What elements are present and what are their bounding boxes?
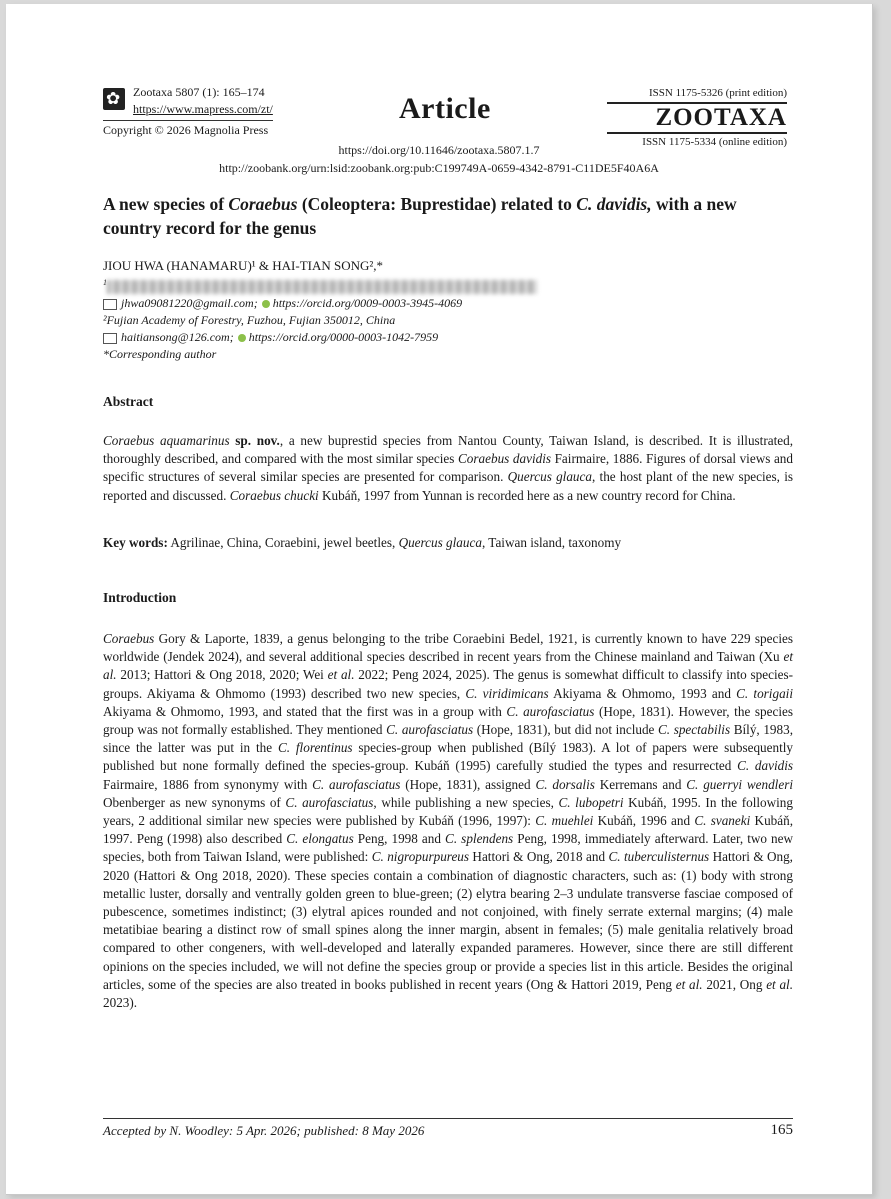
acceptance-note: Accepted by N. Woodley: 5 Apr. 2026; published: 8 May 2026 [103,1123,425,1138]
paper-page [6,4,873,1195]
orcid-icon [238,334,246,342]
author-list: JIOU HWA (HANAMARU)¹ & HAI-TIAN SONG²,* [103,258,384,273]
affiliations [103,274,703,363]
zootaxa-brand: ZOOTAXA [607,102,787,134]
magnolia-logo-icon [103,88,125,110]
paper-title: A new species of Coraebus (Coleoptera: Buprestidae) related to C. davidis, with a new country record for the genus [103,194,737,238]
issn-print: ISSN 1175-5326 (print edition) [649,87,787,99]
affiliation-1-contact [103,295,703,312]
author2-email[interactable]: haitiansong@126.com; [121,330,234,344]
affiliation-2-contact [103,329,703,346]
keywords: Key words: Agrilinae, China, Coraebini, jewel beetles, Quercus glauca, Taiwan island, taxonomy [103,535,622,550]
journal-info [103,84,273,139]
issn-online: ISSN 1175-5334 (online edition) [642,136,787,148]
corresponding-note: *Corresponding author [103,347,217,361]
doi-link[interactable]: https://doi.org/10.11646/zootaxa.5807.1.7 [338,143,540,157]
author2-orcid[interactable]: https://orcid.org/0000-0003-1042-7959 [248,330,439,344]
author1-orcid[interactable]: https://orcid.org/0009-0003-3945-4069 [272,296,463,310]
page-number: 165 [770,1122,793,1138]
email-icon [103,299,117,310]
page-footer [103,1118,793,1139]
copyright: Copyright © 2026 Magnolia Press [103,120,273,139]
keywords-label: Key words: [103,535,168,550]
affiliation-2: ²Fujian Academy of Forestry, Fuzhou, Fujian 350012, China [103,313,396,327]
journal-citation: Zootaxa 5807 (1): 165–174 [133,85,265,99]
abstract-heading: Abstract [103,394,154,409]
article-type-label: Article [399,92,491,125]
affiliation-1-redacted: 1 [103,274,703,295]
orcid-icon [262,300,270,308]
journal-url-link[interactable]: https://www.mapress.com/zt/ [133,102,273,116]
zoobank-lsid-link[interactable]: http://zoobank.org/urn:lsid:zoobank.org:pub:C199749A-0659-4342-8791-C11DE5F40A6A [219,161,659,175]
introduction-text: Coraebus Gory & Laporte, 1839, a genus belonging to the tribe Coraebini Bedel, 1921, is currently known to have 229 species worldwide (Jendek 2024), and several additional species described in recent years from the Chinese mainland and Taiwan (Xu et al. 2013; Hattori & Ong 2018, 2020; Wei et al. 2022; Peng 2024, 2025). The genus is somewhat difficult to classify into species-groups. Akiyama & Ohmomo (1993) described two new species, C. viridimicans Akiyama & Ohmomo, 1993 and C. torigaii Akiyama & Ohmomo, 1993, and stated that the first was in a group with C. aurofasciatus (Hope, 1831). However, the species group was not formally established. They mentioned C. aurofasciatus (Hope, 1831), but did not include C. spectabilis Bílý, 1983, since the latter was put in the C. florentinus species-group when published (Bílý 1983). A lot of papers were subsequently published but none formally defined the species-group. Kubáň (1995) carefully studied the types and resurrected C. davidis Fairmaire, 1886 from synonymy with C. aurofasciatus (Hope, 1831), assigned C. dorsalis Kerremans and C. guerryi wendleri Obenberger as new synonyms of C. aurofasciatus, while publishing a new species, C. lubopetri Kubáň, 1995. In the following years, 2 additional similar new species were published by Kubáň (1996, 1997): C. muehlei Kubáň, 1996 and C. svaneki Kubáň, 1997. Peng (1998) also described C. elongatus Peng, 1998 and C. splendens Peng, 1998, immediately afterward. Later, two new species, both from Taiwan Island, were published: C. nigropurpureus Hattori & Ong, 2018 and C. tuberculisternus Hattori & Ong, 2020 (Hattori & Ong 2018, 2020). These species contain a combination of diagnostic characters, such as: (1) body with strong metallic luster, dorsally and ventrally golden green to blue-green; (2) elytra bearing 2–3 undulate transverse fasciae composed of pubescence, sometimes indistinct; (3) elytral apices rounded and not conjoined, with finely serrate external margins; (4) male metatibiae bearing a distinct row of small spines along the inner margin, absent in females; (5) male genitalia relatively broad compared to other congeners, with well-developed and laterally expanded parameres. However, since there are still different opinions on the species included, we will not define the species group or provide a species list in this article. Besides the original articles, some of the species are also treated in books published in recent years (Ong & Hattori 2019, Peng et al. 2021, Ong et al. 2023). [103,631,794,1011]
introduction-heading: Introduction [103,590,177,605]
doi-block [6,141,872,177]
email-icon [103,333,117,344]
abstract-text: Coraebus aquamarinus sp. nov., a new buprestid species from Nantou County, Taiwan Island, is described. It is illustrated, thoroughly described, and compared with the most similar species Coraebus davidis Fairmaire, 1886. Figures of dorsal views and specific structures of several similar species are presented for comparison. Quercus glauca, the host plant of the new species, is reported and discussed. Coraebus chucki Kubáň, 1997 from Yunnan is recorded here as a new country record for China. [103,433,794,503]
author1-email[interactable]: jhwa09081220@gmail.com; [121,296,258,310]
